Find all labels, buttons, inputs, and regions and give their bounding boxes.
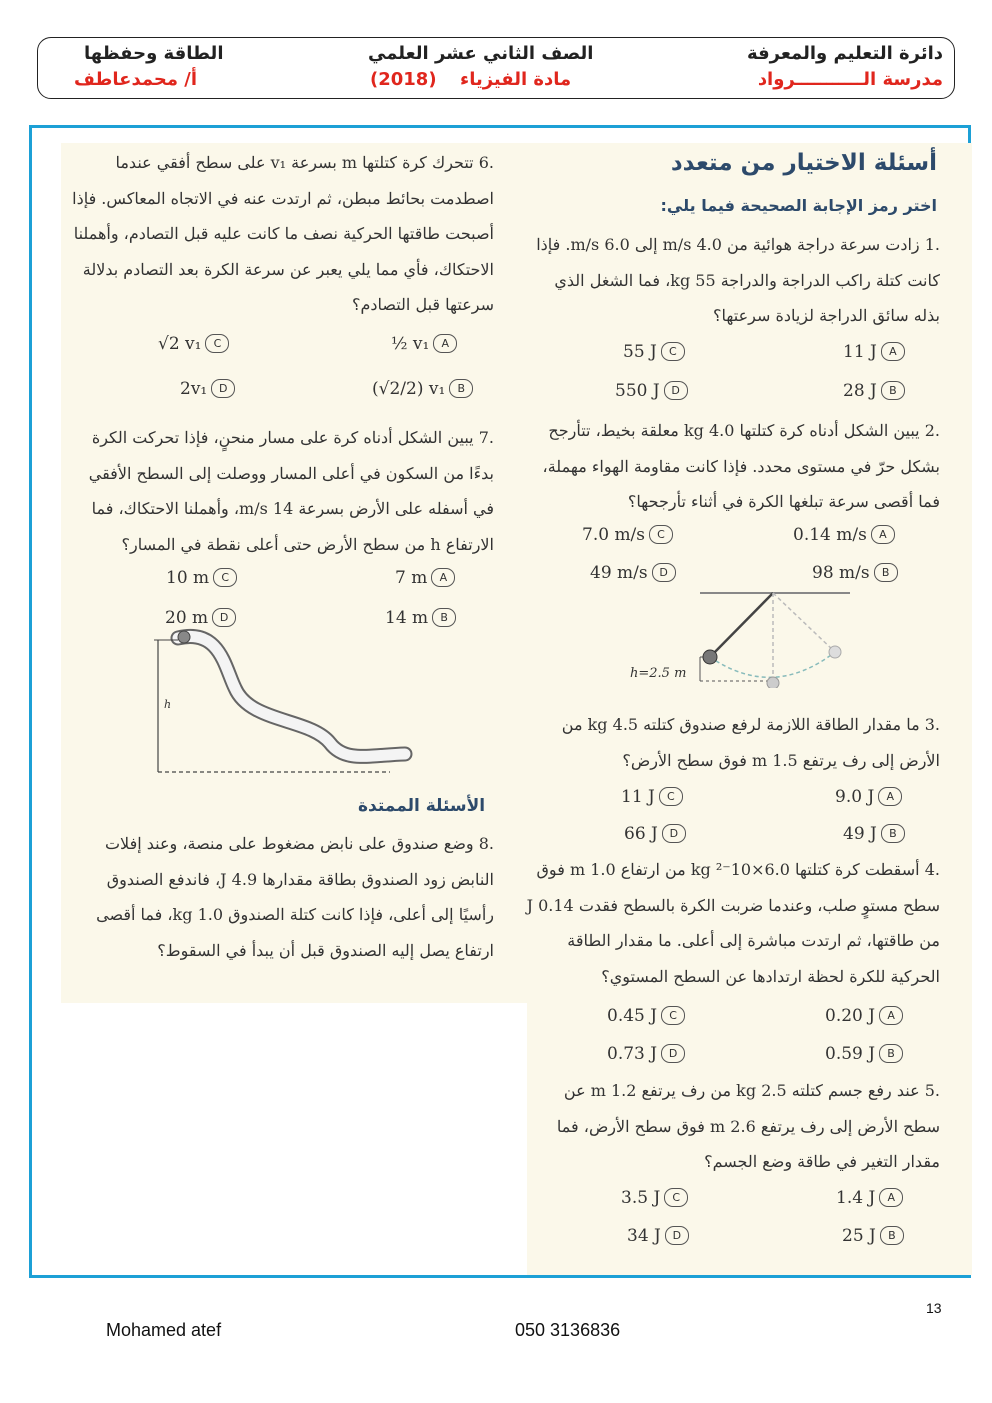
question-5-text: .5 عند رفع جسم كتلته 2.5 kg من رف يرتفع 1.2 m عن سطح الأرض إلى رف يرتفع 2.6 m فوق سطح الأرض، فما مقدار التغير في طاقة وضع الجسم؟ (556, 1081, 940, 1171)
question-3-text: .3 ما مقدار الطاقة اللازمة لرفع صندوق كتلته 4.5 kg من الأرض إلى رف يرتفع 1.5 m فوق سطح الأرض؟ (561, 715, 940, 770)
extended-section-title: الأسئلة الممتدة (358, 796, 486, 816)
question-1-option-d: 550 J D (615, 380, 688, 402)
question-1-option-a: 11 J A (843, 341, 905, 363)
question-3-option-b: 49 J B (843, 823, 905, 845)
question-2-option-c: 7.0 m/s C (582, 524, 673, 546)
question-5-option-b: 25 J B (842, 1225, 904, 1247)
footer-author: Mohamed atef (106, 1320, 222, 1340)
question-4-option-c: 0.45 J C (607, 1005, 685, 1027)
question-2-option-a: 0.14 m/s A (793, 524, 895, 546)
question-5-option-c: 3.5 J C (621, 1187, 688, 1209)
question-2-text: .2 يبين الشكل أدناه كرة كتلتها 4.0 kg معلقة بخيط، تتأرجح بشكل حرّ في مستوى محدد. فإذا كانت مقاومة الهواء مهملة، فما أقصى سرعة تبلغها الكرة في أثناء تأرجحها؟ (542, 421, 940, 511)
question-4-option-a: 0.20 J A (825, 1005, 903, 1027)
question-2-option-b: 98 m/s B (812, 562, 898, 584)
question-4-option-d: 0.73 J D (607, 1043, 685, 1065)
question-6-option-a: ½ v₁ A (391, 333, 457, 355)
question-7-option-a: 7 m A (395, 567, 455, 589)
question-8-text: .8 وضع صندوق على نابض مضغوط على منصة، وعند إفلات النابض زود الصندوق بطاقة مقدارها 4.9 J، فاندفع الصندوق رأسيًا إلى أعلى، فإذا كانت كتلة الصندوق 1.0 kg، فما أقصى ارتفاع يصل إليه الصندوق قبل أن يبدأ في السقوط؟ (96, 834, 494, 960)
pendulum-height-label: h=2.5 m (630, 666, 687, 681)
page-number: 13 (926, 1300, 942, 1316)
pendulum-figure (625, 588, 855, 688)
question-6-option-d: 2v₁ D (180, 378, 235, 400)
question-1-text: .1 زادت سرعة دراجة هوائية من 4.0 m/s إلى 6.0 m/s. فإذا كانت كتلة راكب الدراجة والدراجة 55 kg، فما الشغل الذي بذله سائق الدراجة لزيادة سرعتها؟ (536, 235, 940, 325)
question-7-text: .7 يبين الشكل أدناه كرة على مسار منحنٍ، فإذا تحركت الكرة بدءًا من السكون في أعلى المسار ووصلت إلى السطح الأفقي في أسفله على الأرض بسرعة 14 m/s، وأهملنا الاحتكاك، فما الارتفاع h من سطح الأرض حتى أعلى نقطة في المسار؟ (88, 428, 494, 554)
question-5-option-d: 34 J D (627, 1225, 689, 1247)
question-7-option-d: 20 m D (165, 607, 236, 629)
question-6-text: .6 تتحرك كرة كتلتها m بسرعة v₁ على سطح أفقي عندما اصطدمت بحائط مبطن، ثم ارتدت عنه في الاتجاه المعاكس. فإذا أصبحت طاقتها الحركية نصف ما كانت عليه قبل التصادم، وأهملنا الاحتكاك، فأي مما يلي يعبر عن سرعة الكرة بعد التصادم بدلالة سرعتها قبل التصادم؟ (72, 153, 494, 314)
question-1-option-b: 28 J B (843, 380, 905, 402)
question-6-option-b: (√2/2) v₁ B (372, 378, 473, 400)
header-dept: دائرة التعليم والمعرفة (746, 43, 943, 64)
section-instruction: اختر رمز الإجابة الصحيحة فيما يلي: (660, 196, 937, 215)
question-1-option-c: 55 J C (623, 341, 685, 363)
curved-track-figure (150, 628, 420, 778)
header-teacher: أ/ محمدعاطف (74, 69, 198, 90)
track-height-label: h (164, 698, 172, 711)
footer-phone: 050 3136836 (515, 1320, 621, 1340)
header-school: مدرسة الـــــــــــرواد (757, 69, 943, 90)
question-4-text: .4 أسقطت كرة كتلتها 6.0×10⁻² kg من ارتفاع 1.0 m فوق سطح مستوٍ صلب، وعندما ضربت الكرة بالسطح فقدت 0.14 J من طاقتها، ثم ارتدت مباشرة إلى أعلى. ما مقدار الطاقة الحركية للكرة لحظة ارتدادها عن السطح المستوي؟ (526, 860, 940, 986)
question-4-option-b: 0.59 J B (825, 1043, 903, 1065)
question-3-option-c: 11 J C (621, 786, 683, 808)
header-topic: الطاقة وحفظها (84, 43, 224, 64)
header-grade: الصف الثاني عشر العلمي (368, 43, 594, 64)
question-2-option-d: 49 m/s D (590, 562, 676, 584)
header-subject: مادة الفيزياء (460, 69, 572, 90)
question-7-option-c: 10 m C (166, 567, 237, 589)
question-6-option-c: √2 v₁ C (158, 333, 229, 355)
header-year: (2018) (370, 69, 437, 90)
question-5-option-a: 1.4 J A (836, 1187, 903, 1209)
question-7-option-b: 14 m B (385, 607, 456, 629)
section-title: أسئلة الاختيار من متعدد (670, 150, 937, 176)
question-3-option-d: 66 J D (624, 823, 686, 845)
question-3-option-a: 9.0 J A (835, 786, 902, 808)
